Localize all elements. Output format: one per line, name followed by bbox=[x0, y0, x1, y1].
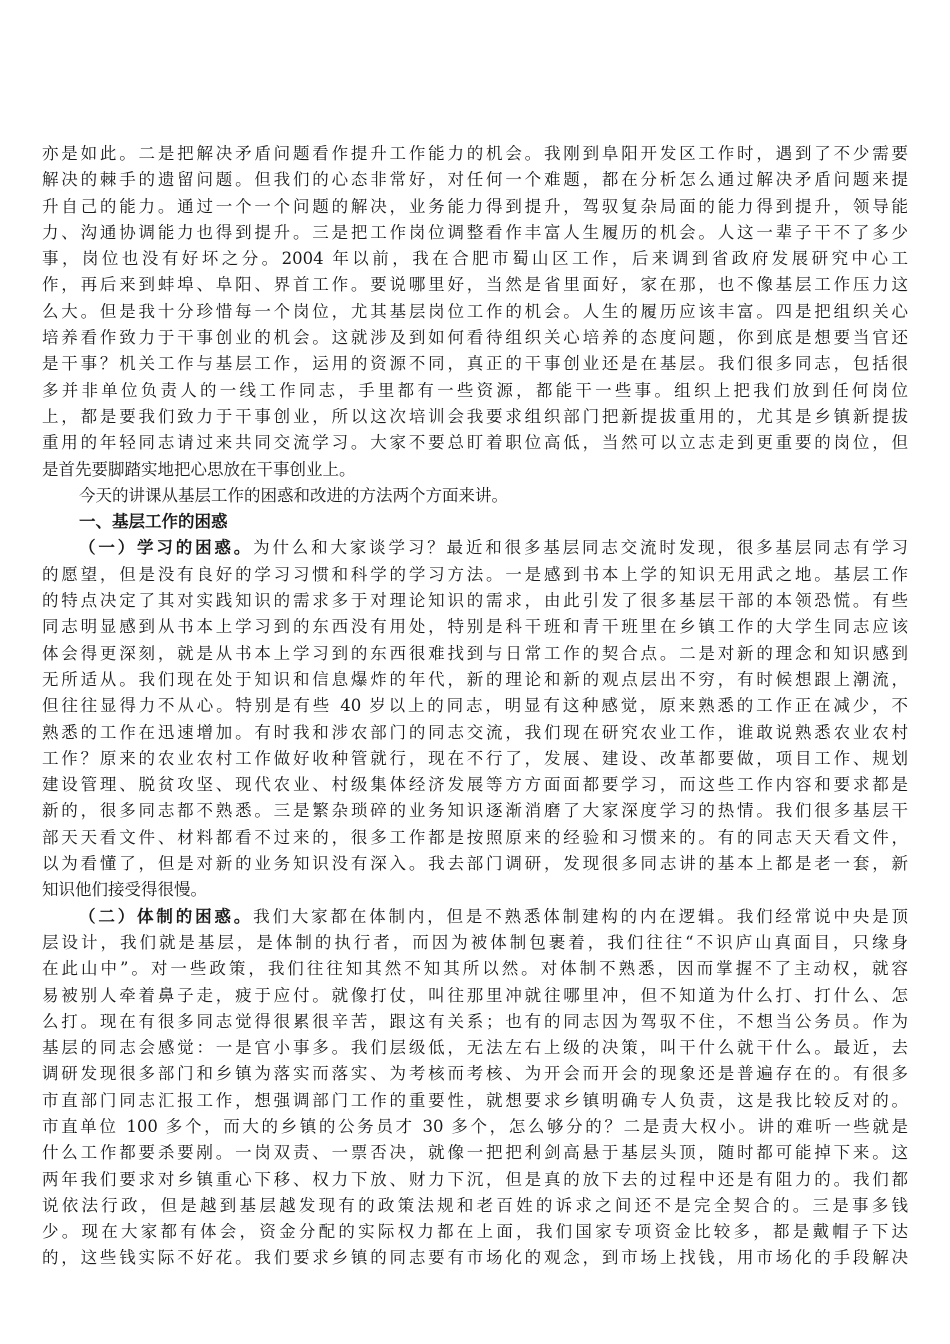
text-run: 我们大家都在体制内，但是不熟悉体制建构的内在逻辑。我们经常说中央是顶 bbox=[253, 906, 909, 926]
text-line: 是干事？机关工作与基层工作，运用的资源不同，真正的干事创业还是在基层。我们很多同志，包括很 bbox=[42, 354, 908, 374]
text-line: 在此山中”。对一些政策，我们往往知其然不知其所以然。对体制不熟悉，因而掌握不了主动权，就容 bbox=[42, 959, 908, 979]
text-line: 基层的同志会感觉：一是官小事多。我们层级低，无法左右上级的决策，叫干什么就干什么。最近，去 bbox=[42, 1038, 908, 1058]
text-line: 解决的棘手的遗留问题。但我们的心态非常好，对任何一个难题，都在分析怎么通过解决矛盾问题来提 bbox=[42, 170, 908, 190]
text-line: 但往往显得力不从心。特别是有些 40 岁以上的同志，明显有这种感觉，原来熟悉的工作正在减少，不 bbox=[42, 696, 908, 716]
subsection-heading: （二）体制的困惑。 bbox=[79, 906, 254, 926]
text-line: 什么工作都要杀要剐。一岗双责、一票否决，就像一把把利剑高悬于基层头顶，随时都可能掉下来。这 bbox=[42, 1143, 908, 1163]
text-line: 的，这些钱实际不好花。我们要求乡镇的同志要有市场化的观念，到市场上找钱，用市场化的手段解决 bbox=[42, 1248, 908, 1268]
text-run: 为什么和大家谈学习？最近和很多基层同志交流时发现，很多基层同志有学习 bbox=[253, 538, 909, 558]
text-line: 的愿望，但是没有良好的学习习惯和科学的学习方法。一是感到书本上学的知识无用武之地。基层工作 bbox=[42, 564, 908, 584]
text-line: 工作？原来的农业农村工作做好收种管就行，现在不行了，发展、建设、改革都要做，项目工作、规划 bbox=[42, 748, 908, 768]
text-line: 两年我们要求对乡镇重心下移、权力下放、财力下沉，但是真的放下去的过程中还是有阻力的。我们都 bbox=[42, 1169, 908, 1189]
text-line: 今天的讲课从基层工作的困惑和改进的方法两个方面来讲。 bbox=[79, 485, 508, 505]
subsection-first-line bbox=[42, 904, 908, 930]
subsection-heading: （一）学习的困惑。 bbox=[79, 538, 254, 558]
text-line: 上，都是要我们致力于干事创业，所以这次培训会我要求组织部门把新提拔重用的，尤其是乡镇新提拔 bbox=[42, 406, 908, 426]
text-line: 是首先要脚踏实地把心思放在干事创业上。 bbox=[42, 459, 356, 479]
text-line: 培养看作致力于干事创业的机会。这就涉及到如何看待组织关心培养的态度问题，你到底是想要当官还 bbox=[42, 328, 908, 348]
text-line: 少。现在大家都有体会，资金分配的实际权力都在上面，我们国家专项资金比较多，都是戴帽子下达 bbox=[42, 1222, 908, 1242]
text-line: 熟悉的工作在迅速增加。有时我和涉农部门的同志交流，我们现在研究农业工作，谁敢说熟悉农业农村 bbox=[42, 722, 908, 742]
text-line: 无所适从。我们现在处于知识和信息爆炸的年代，新的理论和新的观点层出不穷，有时候想跟上潮流， bbox=[42, 669, 908, 689]
text-line: 知识他们接受得很慢。 bbox=[42, 880, 207, 900]
text-line: 层设计，我们就是基层，是体制的执行者，而因为被体制包裹着，我们往往“不识庐山真面目，只缘身 bbox=[42, 932, 908, 952]
text-line: 同志明显感到从书本上学习到的东西没有用处，特别是科干班和青干班里在乡镇工作的大学生同志应该 bbox=[42, 617, 908, 637]
text-line: 说依法行政，但是越到基层越发现有的政策法规和老百姓的诉求之间还不是完全契合的。三是事多钱 bbox=[42, 1195, 908, 1215]
text-line: 的特点决定了其对实践知识的需求多于对理论知识的需求，由此引发了很多基层干部的本领恐慌。有些 bbox=[42, 591, 908, 611]
text-line: 么打。现在有很多同志觉得很累很辛苦，跟这有关系；也有的同志因为驾驭不住，不想当公务员。作为 bbox=[42, 1011, 908, 1031]
text-line: 市直部门同志汇报工作，想强调部门工作的重要性，就想要求乡镇明确专人负责，这是我比较反对的。 bbox=[42, 1090, 908, 1110]
text-line: 新的，很多同志都不熟悉。三是繁杂琐碎的业务知识逐渐消磨了大家深度学习的热情。我们很多基层干 bbox=[42, 801, 908, 821]
text-line: 重用的年轻同志请过来共同交流学习。大家不要总盯着职位高低，当然可以立志走到更重要的岗位，但 bbox=[42, 433, 908, 453]
text-line: 体会得更深刻，就是从书本上学习到的东西很难找到与日常工作的契合点。二是对新的理念和知识感到 bbox=[42, 643, 908, 663]
text-line: 作，再后来到蚌埠、阜阳、界首工作。要说哪里好，当然是省里面好，家在那，也不像基层工作压力这 bbox=[42, 275, 908, 295]
text-line: 建设管理、脱贫攻坚、现代农业、村级集体经济发展等方方面面都要学习，而这些工作内容和要求都是 bbox=[42, 775, 908, 795]
text-line: 市直单位 100 多个，而大的乡镇的公务员才 30 多个，怎么够分的？二是责大权小。讲的难听一些就是 bbox=[42, 1116, 908, 1136]
section-heading: 一、基层工作的困惑 bbox=[79, 512, 228, 532]
text-line: 调研发现很多部门和乡镇为落实而落实、为考核而考核、为开会而开会的现象还是普遍存在的。有很多 bbox=[42, 1064, 908, 1084]
text-line: 事，岗位也没有好坏之分。2004 年以前，我在合肥市蜀山区工作，后来调到省政府发展研究中心工 bbox=[42, 249, 908, 269]
text-line: 多并非单位负责人的一线工作同志，手里都有一些资源，都能干一些事。组织上把我们放到任何岗位 bbox=[42, 380, 908, 400]
text-line: 部天天看文件、材料都看不过来的，很多工作都是按照原来的经验和习惯来的。有的同志天天看文件， bbox=[42, 827, 908, 847]
text-line: 升自己的能力。通过一个一个问题的解决，业务能力得到提升，驾驭复杂局面的能力得到提升，领导能 bbox=[42, 196, 908, 216]
text-line: 么大。但是我十分珍惜每一个岗位，尤其基层岗位工作的机会。人生的履历应该丰富。四是把组织关心 bbox=[42, 301, 908, 321]
text-line: 亦是如此。二是把解决矛盾问题看作提升工作能力的机会。我刚到阜阳开发区工作时，遇到了不少需要 bbox=[42, 144, 908, 163]
text-line: 力、沟通协调能力也得到提升。三是把工作岗位调整看作丰富人生履历的机会。人这一辈子干不了多少 bbox=[42, 222, 908, 242]
subsection-first-line bbox=[42, 535, 908, 561]
text-line: 以为看懂了，但是对新的业务知识没有深入。我去部门调研，发现很多同志讲的基本上都是老一套，新 bbox=[42, 854, 908, 874]
document-body bbox=[42, 141, 908, 1272]
text-line: 易被别人牵着鼻子走，疲于应付。就像打仗，叫往那里冲就往哪里冲，但不知道为什么打、打什么、怎 bbox=[42, 985, 908, 1005]
